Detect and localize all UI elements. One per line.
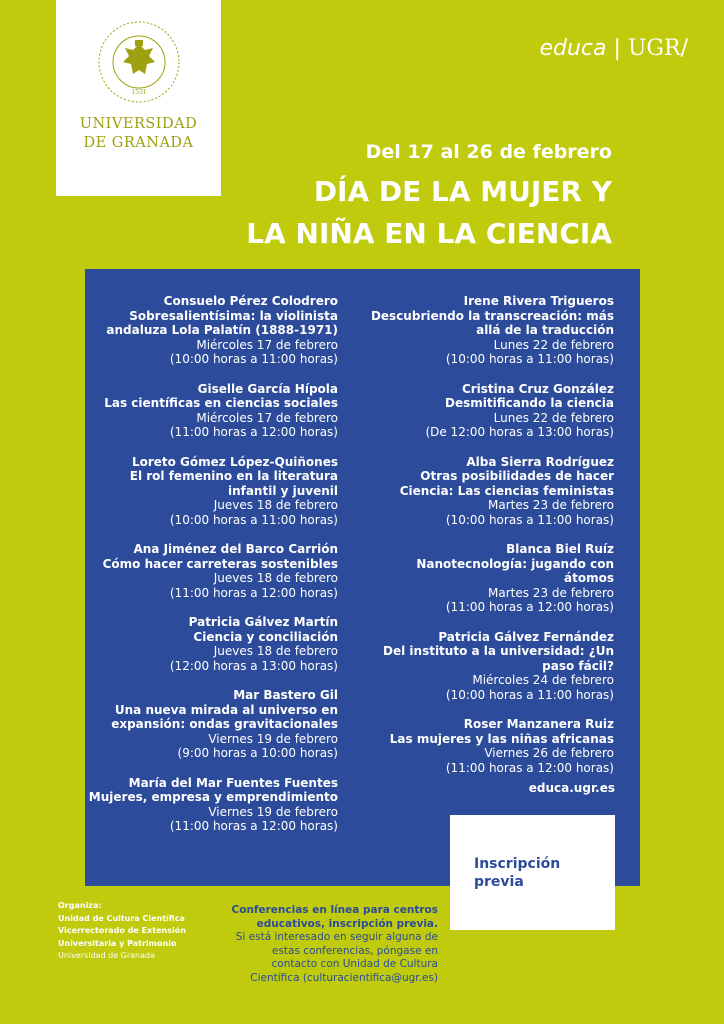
page-title: [246, 171, 612, 255]
university-name-line1: UNIVERSIDAD: [79, 116, 198, 132]
event-topic: Descubriendo la transcreación: más allá de la traducción: [370, 308, 614, 337]
event-speaker: Alba Sierra Rodríguez: [466, 454, 614, 469]
event-item: [364, 630, 614, 703]
event-topic: Nanotecnología: jugando con átomos: [416, 556, 614, 585]
educa-ugr-brand: [539, 36, 688, 61]
event-time: (10:00 horas a 11:00 horas): [169, 512, 338, 527]
event-speaker: Roser Manzanera Ruiz: [463, 717, 614, 731]
event-time: (11:00 horas a 12:00 horas): [169, 585, 338, 600]
event-speaker: Consuelo Pérez Colodrero: [163, 294, 338, 308]
event-item: [364, 382, 614, 440]
university-seal-icon: [97, 20, 181, 104]
university-logo: [56, 0, 221, 196]
inscription-line1: Inscripción: [474, 856, 561, 872]
event-speaker: Patricia Gálvez Fernández: [438, 629, 614, 644]
schedule-panel: [85, 269, 640, 886]
event-item: [88, 294, 338, 367]
event-item: [364, 294, 614, 367]
event-time: (De 12:00 horas a 13:00 horas): [425, 425, 614, 439]
event-speaker: Blanca Biel Ruíz: [506, 542, 614, 556]
event-time: (12:00 horas a 13:00 horas): [169, 658, 338, 673]
brand-ugr: UGR: [627, 36, 681, 61]
organizer-block: [58, 900, 186, 963]
event-item: [88, 455, 338, 528]
event-speaker: Mar Bastero Gil: [233, 688, 338, 702]
event-topic: Cómo hacer carreteras sostenibles: [102, 556, 338, 571]
event-item: [88, 542, 338, 600]
brand-slash: /: [680, 36, 688, 61]
event-item: [364, 542, 614, 615]
brand-separator: |: [613, 36, 621, 61]
event-item: [364, 717, 614, 775]
event-topic: Una nueva mirada al universo en expansión: ondas gravitacionales: [111, 702, 338, 731]
event-item: [88, 615, 338, 673]
event-speaker: Irene Rivera Trigueros: [463, 294, 614, 308]
event-date: Viernes 19 de febrero: [208, 731, 338, 746]
event-topic: Ciencia y conciliación: [193, 629, 338, 644]
event-topic: El rol femenino en la literatura infantil y juvenil: [129, 469, 338, 498]
event-time: (11:00 horas a 12:00 horas): [445, 600, 614, 614]
event-speaker: Patricia Gálvez Martín: [188, 615, 338, 629]
event-date: Lunes 22 de febrero: [493, 410, 614, 425]
inscription-box: [450, 815, 615, 930]
info-text: Si está interesado en seguir alguna de estas conferencias, póngase en contacto con Unidad de Cultura Científica (culturacientifica@ugr.es): [235, 931, 438, 984]
university-name: [56, 115, 221, 153]
event-topic: Otras posibilidades de hacer Ciencia: Las ciencias feministas: [399, 469, 614, 498]
seal-year: 1531: [131, 89, 147, 96]
info-block: [226, 904, 438, 985]
event-speaker: Giselle García Hípola: [197, 381, 338, 396]
organizer-line4: Universidad de Granada: [58, 951, 155, 960]
event-speaker: Cristina Cruz González: [461, 381, 614, 396]
event-date: Miércoles 17 de febrero: [196, 337, 338, 352]
event-item: [88, 776, 338, 834]
event-item: [364, 455, 614, 528]
brand-educa: educa: [539, 36, 607, 61]
event-date: Jueves 18 de febrero: [213, 571, 338, 585]
event-date: Jueves 18 de febrero: [213, 498, 338, 512]
event-dates: Del 17 al 26 de febrero: [365, 141, 612, 163]
university-name-line2: DE GRANADA: [83, 135, 194, 151]
event-date: Viernes 19 de febrero: [208, 804, 338, 819]
organizer-line3: Universitaria y Patrimonio: [58, 938, 177, 948]
event-time: (11:00 horas a 12:00 horas): [445, 760, 614, 775]
event-item: [88, 688, 338, 761]
event-time: (9:00 horas a 10:00 horas): [177, 746, 338, 760]
schedule-right-column: [364, 294, 614, 790]
organizer-line2: Vicerrectorado de Extensión: [58, 926, 186, 935]
event-date: Lunes 22 de febrero: [493, 337, 614, 352]
event-topic: Las mujeres y las niñas africanas: [389, 731, 614, 746]
event-speaker: Ana Jiménez del Barco Carrión: [133, 542, 338, 556]
event-topic: Desmitificando la ciencia: [445, 396, 614, 410]
schedule-left-column: [88, 294, 338, 849]
organizer-label: Organiza:: [58, 901, 102, 910]
info-bold: Conferencias en línea para centros educativos, inscripción previa.: [231, 904, 438, 930]
event-date: Jueves 18 de febrero: [213, 644, 338, 658]
title-line2: LA NIÑA EN LA CIENCIA: [246, 217, 612, 250]
event-topic: Del instituto a la universidad: ¿Un paso fácil?: [383, 644, 614, 673]
inscription-label: [474, 855, 560, 891]
website-link[interactable]: educa.ugr.es: [528, 781, 615, 795]
event-date: Miércoles 24 de febrero: [472, 673, 614, 687]
event-speaker: María del Mar Fuentes Fuentes: [128, 775, 338, 790]
event-time: (10:00 horas a 11:00 horas): [169, 352, 338, 366]
event-time: (11:00 horas a 12:00 horas): [169, 425, 338, 439]
event-item: [88, 382, 338, 440]
organizer-line1: Unidad de Cultura Científica: [58, 913, 185, 923]
event-time: (10:00 horas a 11:00 horas): [445, 352, 614, 366]
event-topic: Las científicas en ciencias sociales: [104, 396, 338, 410]
event-time: (11:00 horas a 12:00 horas): [169, 819, 338, 833]
event-date: Miércoles 17 de febrero: [196, 410, 338, 425]
title-line1: DÍA DE LA MUJER Y: [313, 175, 612, 208]
event-topic: Sobresalientísima: la violinista andaluza Lola Palatín (1888-1971): [106, 308, 338, 337]
event-date: Viernes 26 de febrero: [484, 746, 614, 760]
event-date: Martes 23 de febrero: [488, 498, 614, 512]
event-time: (10:00 horas a 11:00 horas): [445, 687, 614, 702]
event-date: Martes 23 de febrero: [488, 585, 614, 600]
event-speaker: Loreto Gómez López-Quiñones: [131, 454, 338, 469]
event-time: (10:00 horas a 11:00 horas): [445, 512, 614, 527]
inscription-line2: previa: [474, 874, 524, 890]
event-topic: Mujeres, empresa y emprendimiento: [88, 790, 338, 804]
